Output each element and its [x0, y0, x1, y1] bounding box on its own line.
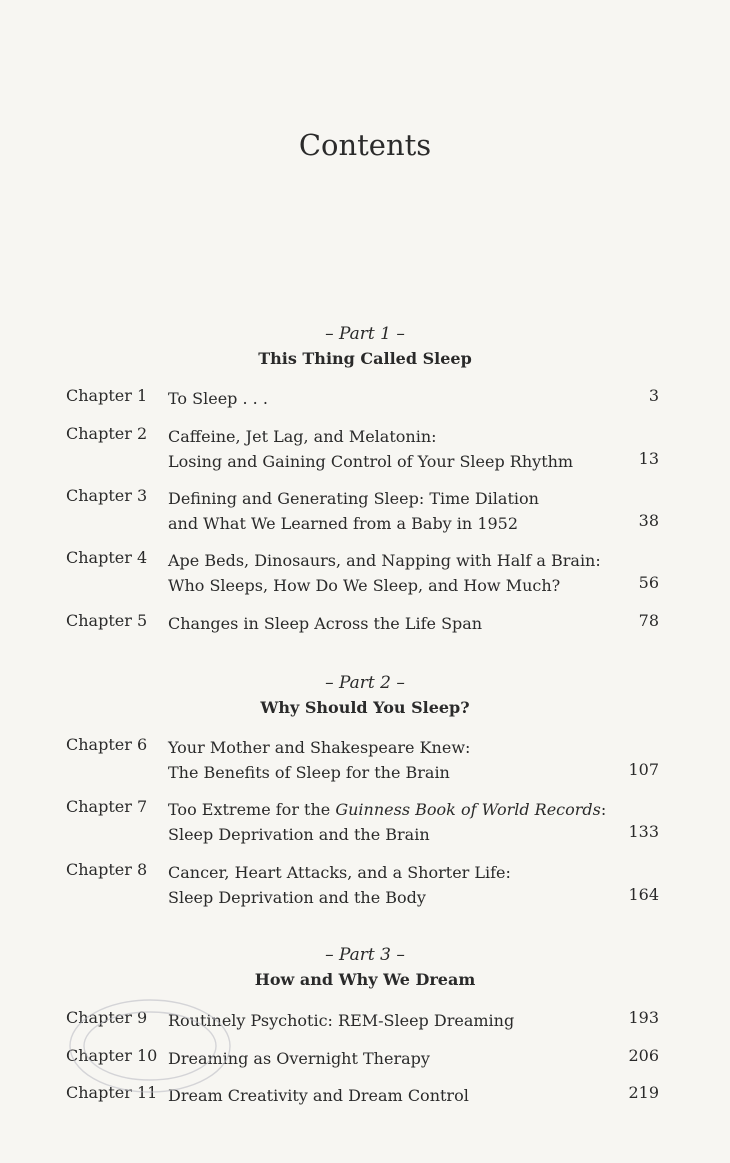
- chapter-title-line: Sleep Deprivation and the Body: [168, 888, 426, 907]
- chapter-title-line: Dreaming as Overnight Therapy: [168, 1049, 430, 1068]
- chapter-title-line: Changes in Sleep Across the Life Span: [168, 614, 483, 633]
- chapter-title-line: Dream Creativity and Dream Control: [168, 1086, 469, 1105]
- chapter-label: Chapter 5: [66, 611, 148, 630]
- chapter-page-number: 107: [628, 760, 659, 779]
- chapter-page-number: 193: [628, 1008, 659, 1027]
- chapter-title: [168, 797, 608, 847]
- chapter-label: Chapter 6: [66, 735, 148, 754]
- chapter-title-line: Caffeine, Jet Lag, and Melatonin:: [168, 427, 437, 446]
- chapter-label: Chapter 2: [66, 424, 148, 443]
- chapter-title-line: Ape Beds, Dinosaurs, and Napping with Half a Brain:: [168, 551, 601, 570]
- chapter-page-number: 219: [628, 1083, 659, 1102]
- chapter-title: [168, 386, 608, 411]
- chapter-title-line: Sleep Deprivation and the Brain: [168, 825, 430, 844]
- part-title: This Thing Called Sleep: [258, 349, 472, 368]
- chapter-page-number: 133: [628, 822, 659, 841]
- part-label: – Part 3 –: [325, 945, 405, 965]
- chapter-label: Chapter 10: [66, 1046, 158, 1065]
- chapter-title: [168, 1046, 608, 1071]
- chapter-title: [168, 486, 608, 536]
- chapter-page-number: 13: [638, 449, 659, 468]
- chapter-title-line: Routinely Psychotic: REM-Sleep Dreaming: [168, 1011, 515, 1030]
- chapter-title: [168, 548, 608, 598]
- chapter-page-number: 78: [638, 611, 659, 630]
- chapter-title: [168, 860, 608, 910]
- chapter-title-line: Who Sleeps, How Do We Sleep, and How Much?: [168, 576, 561, 595]
- chapter-page-number: 164: [628, 885, 659, 904]
- chapter-title-line: The Benefits of Sleep for the Brain: [168, 763, 450, 782]
- chapter-label: Chapter 4: [66, 548, 148, 567]
- chapter-label: Chapter 8: [66, 860, 148, 879]
- chapter-page-number: 38: [638, 511, 659, 530]
- chapter-label: Chapter 1: [66, 386, 148, 405]
- chapter-title: [168, 1083, 608, 1108]
- chapter-label: Chapter 9: [66, 1008, 148, 1027]
- chapter-label: Chapter 3: [66, 486, 148, 505]
- chapter-label: Chapter 11: [66, 1083, 158, 1102]
- page-title: Contents: [298, 128, 432, 162]
- part-title: How and Why We Dream: [254, 970, 476, 989]
- chapter-page-number: 56: [638, 573, 659, 592]
- chapter-title-line: To Sleep . . .: [168, 389, 268, 408]
- chapter-title-line: Defining and Generating Sleep: Time Dilation: [168, 489, 539, 508]
- chapter-title-line: Cancer, Heart Attacks, and a Shorter Life:: [168, 863, 511, 882]
- part-title: Why Should You Sleep?: [260, 698, 470, 717]
- chapter-title-line: Your Mother and Shakespeare Knew:: [168, 738, 471, 757]
- chapter-title: [168, 1008, 608, 1033]
- chapter-title-line: Too Extreme for the Guinness Book of World Records:: [168, 800, 607, 819]
- chapter-title-line: and What We Learned from a Baby in 1952: [168, 514, 519, 533]
- part-label: – Part 1 –: [325, 324, 405, 344]
- chapter-page-number: 206: [628, 1046, 659, 1065]
- chapter-label: Chapter 7: [66, 797, 148, 816]
- chapter-title: [168, 611, 608, 636]
- chapter-title-line: Losing and Gaining Control of Your Sleep Rhythm: [168, 452, 574, 471]
- chapter-title: [168, 424, 608, 474]
- chapter-page-number: 3: [648, 386, 659, 405]
- chapter-title: [168, 735, 608, 785]
- part-label: – Part 2 –: [325, 673, 405, 693]
